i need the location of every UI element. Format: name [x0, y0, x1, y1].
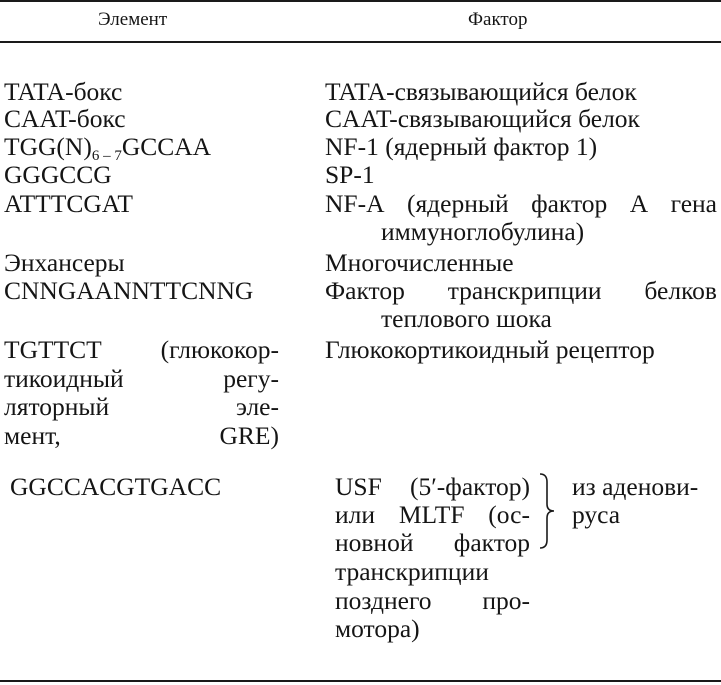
row-note-line: руса [572, 500, 621, 529]
row-element-line: тикоидный регу- [4, 364, 279, 393]
header-rule [0, 41, 721, 43]
row-element-line: мент, GRE) [4, 421, 279, 450]
row-factor: Многочисленные [325, 248, 514, 277]
row-note-line: из аденови- [572, 472, 699, 501]
row-factor: NF-1 (ядерный фактор 1) [325, 132, 598, 161]
row-factor-line: мотора) [335, 614, 420, 643]
header-factor: Фактор [468, 9, 528, 30]
top-rule [0, 0, 721, 2]
row-factor-line: или MLTF (ос- [335, 500, 530, 529]
row-factor-line: иммуноглобулина) [381, 217, 585, 246]
row-element: Энхансеры [4, 248, 125, 277]
row-element: CAAT-бокс [4, 104, 126, 133]
row-element: ATTTCGAT [4, 189, 133, 218]
row-element: GGGCCG [4, 160, 112, 189]
row-element-line: ляторный эле- [4, 392, 279, 421]
row-factor-line: NF-A (ядерный фактор А гена [325, 189, 717, 218]
row-element-line: TGTTCT (глюкокор- [4, 335, 279, 364]
row-element: TATA-бокс [4, 77, 123, 106]
row-factor-line: новной фактор [335, 528, 530, 557]
row-factor-line: позднего про- [335, 586, 530, 615]
row-element: GGCCACGTGACC [10, 472, 222, 501]
row-element: $TGG(N)_{6 - 7}GCCAA$ [4, 132, 212, 164]
row-factor-line: USF (5′-фактор) [335, 472, 530, 501]
row-factor: SP-1 [325, 160, 375, 189]
row-factor-line: теплового шока [381, 304, 552, 333]
row-factor: Глюкокортикоидный рецептор [325, 335, 655, 364]
row-factor-line: Фактор транскрипции белков [325, 276, 717, 305]
row-factor: TATA-связывающийся белок [325, 77, 637, 106]
row-element: CNNGAANNTTCNNG [4, 276, 254, 305]
header-element: Элемент [98, 9, 168, 30]
bottom-rule [0, 680, 721, 682]
row-factor: CAAT-связывающийся белок [325, 104, 640, 133]
row-factor-line: транскрипции [335, 557, 489, 586]
curly-brace-icon [538, 472, 556, 550]
